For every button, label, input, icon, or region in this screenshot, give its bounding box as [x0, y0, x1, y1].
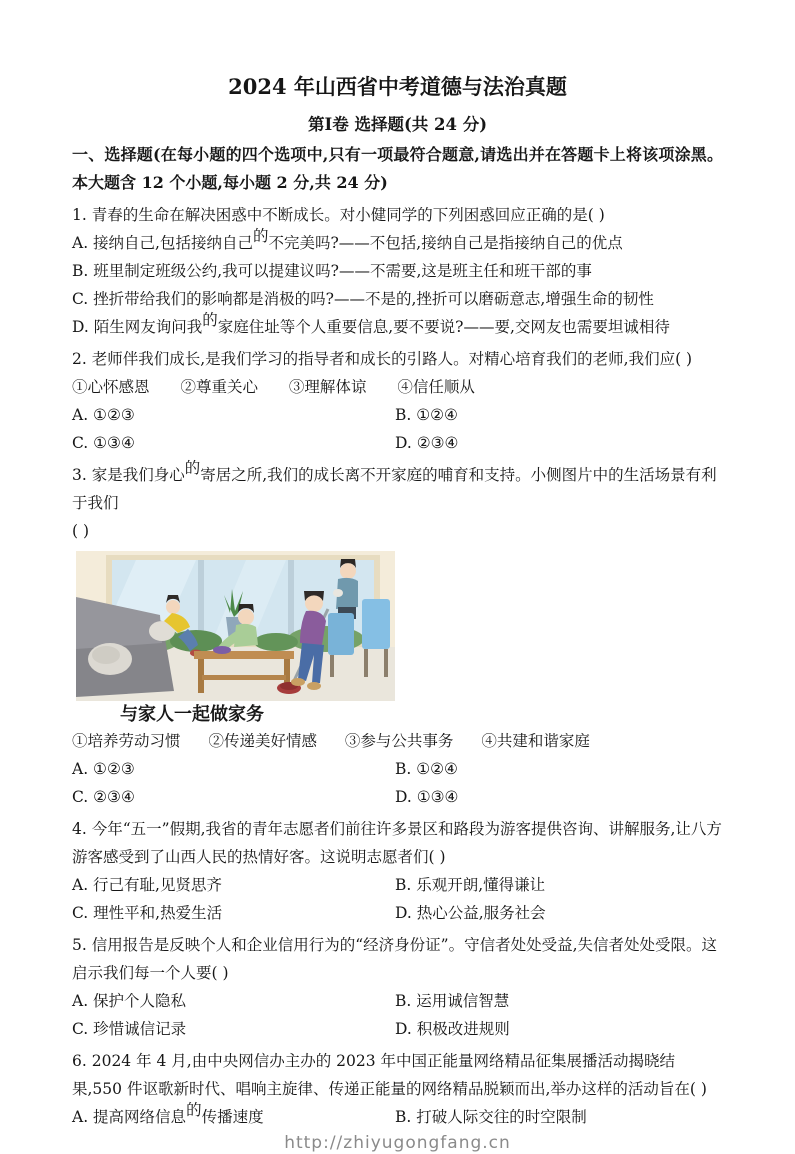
option-text: 传播速度 [201, 1108, 264, 1126]
question-4-option-d: D. 热心公益,服务社会 [395, 904, 546, 922]
question-3-stem-line2: ( ) [72, 522, 90, 540]
question-2-option-a: A. ①②③ [72, 406, 135, 424]
question-3-stem [72, 461, 723, 517]
question-1-stem: 1. 青春的生命在解决困惑中不断成长。对小健同学的下列困惑回应正确的是( ) [72, 206, 605, 224]
question-2-option-c: C. ①③④ [72, 434, 135, 452]
family-chores-image [76, 551, 395, 701]
image-caption: 与家人一起做家务 [120, 704, 264, 725]
question-3-option-c: C. ②③④ [72, 788, 135, 806]
subitem-2: ②尊重关心 [180, 378, 258, 396]
question-1-option-c: C. 挫折带给我们的影响都是消极的吗?——不是的,挫折可以磨砺意志,增强生命的韧性 [72, 290, 654, 308]
cleaning-cloth [213, 646, 231, 654]
page-title: 2024 年山西省中考道德与法治真题 [228, 74, 567, 99]
question-3-option-d: D. ①③④ [395, 788, 459, 806]
question-5-stem: 5. 信用报告是反映个人和企业信用行为的“经济身份证”。守信者处处受益,失信者处处受限。这启示我们每一个人要( ) [72, 936, 717, 982]
question-2-option-d: D. ②③④ [395, 434, 459, 452]
question-3-option-a: A. ①②③ [72, 760, 135, 778]
question-5-option-d: D. 积极改进规则 [395, 1020, 510, 1038]
option-text: D. 陌生网友询问我 [72, 318, 203, 336]
option-text: 家庭住址等个人重要信息,要不要说?——要,交网友也需要坦诚相待 [217, 318, 670, 336]
section-intro: 一、选择题(在每小题的四个选项中,只有一项最符合题意,请选出并在答题卡上将该项涂黑。本大题含 12 个小题,每小题 2 分,共 24 分) [72, 145, 723, 192]
question-3-option-b: B. ①②④ [395, 760, 458, 778]
subitem-3: ③参与公共事务 [344, 732, 454, 750]
question-2-option-b: B. ①②④ [395, 406, 458, 424]
question-5-option-b: B. 运用诚信智慧 [395, 992, 510, 1010]
stem-text: 寄居之所,我们的成长离不开家庭的哺育和支持。小侧图片中的生活场景有利于我们 [72, 466, 717, 512]
question-4-option-a: A. 行己有耻,见贤思齐 [72, 876, 222, 894]
question-2 [72, 345, 723, 457]
subitem-1: ①心怀感恩 [72, 378, 150, 396]
question-3-subitems [72, 727, 723, 755]
stem-text: 3. 家是我们身心 [72, 466, 185, 484]
question-4 [72, 815, 723, 927]
question-6-stem: 6. 2024 年 4 月,由中央网信办主办的 2023 年中国正能量网络精品征集展播活动揭晓结果,550 件讴歌新时代、唱响主旋律、传递正能量的网络精品脱颖而出,举办这样的活动旨在( ) [72, 1052, 707, 1098]
raised-de-glyph: 的 [186, 1101, 202, 1119]
question-2-subitems [72, 373, 723, 401]
raised-de-glyph: 的 [252, 227, 269, 245]
watermark-url: http://zhiyugongfang.cn [284, 1133, 511, 1153]
question-5-option-c: C. 珍惜诚信记录 [72, 1020, 187, 1038]
question-1-option-a [72, 229, 723, 257]
question-4-option-b: B. 乐观开朗,懂得谦让 [395, 876, 546, 894]
question-3 [72, 461, 723, 811]
volume-heading: 第Ⅰ卷 选择题(共 24 分) [307, 115, 488, 134]
raised-de-glyph: 的 [184, 459, 201, 477]
subitem-2: ②传递美好情感 [208, 732, 317, 750]
option-text: 不完美吗?——不包括,接纳自己是指接纳自己的优点 [268, 234, 623, 252]
question-1 [72, 201, 723, 341]
subitem-3: ③理解体谅 [288, 378, 367, 396]
question-6-option-a [72, 1103, 395, 1131]
subitem-4: ④共建和谐家庭 [481, 732, 590, 750]
question-1-option-d [72, 313, 723, 341]
option-text: A. 提高网络信息 [72, 1108, 187, 1126]
subitem-4: ④信任顺从 [397, 378, 475, 396]
option-text: A. 接纳自己,包括接纳自己 [72, 234, 253, 252]
question-6-option-b: B. 打破人际交往的时空限制 [395, 1108, 587, 1126]
subitem-1: ①培养劳动习惯 [72, 732, 181, 750]
question-1-option-b: B. 班里制定班级公约,我可以提建议吗?——不需要,这是班主任和班干部的事 [72, 262, 592, 280]
question-4-stem: 4. 今年“五一”假期,我省的青年志愿者们前往许多景区和路段为游客提供咨询、讲解服务,让八方游客感受到了山西人民的热情好客。这说明志愿者们( ) [72, 820, 722, 866]
question-6 [72, 1047, 723, 1131]
raised-de-glyph: 的 [202, 311, 218, 329]
question-5-option-a: A. 保护个人隐私 [72, 992, 187, 1010]
question-5 [72, 931, 723, 1043]
question-2-stem: 2. 老师伴我们成长,是我们学习的指导者和成长的引路人。对精心培育我们的老师,我们应( ) [72, 350, 693, 368]
question-4-option-c: C. 理性平和,热爱生活 [72, 904, 223, 922]
